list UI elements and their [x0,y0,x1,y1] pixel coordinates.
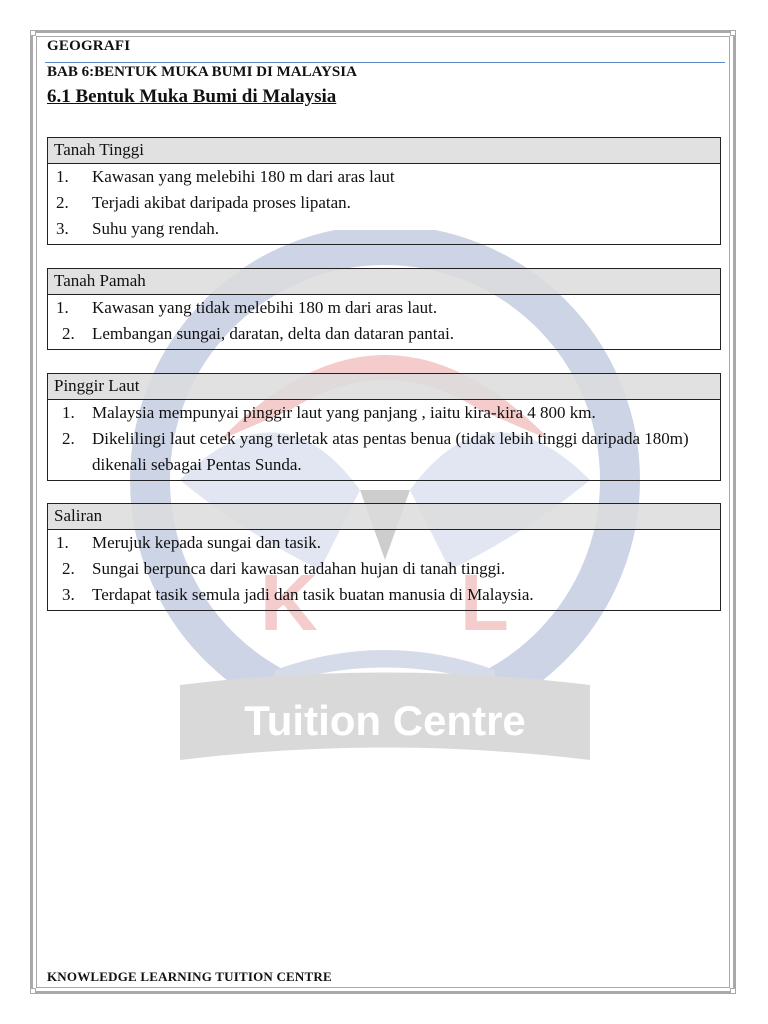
list-item [54,190,714,216]
section-box-tanah-pamah [47,268,721,350]
list-item [54,400,714,426]
section-box-title: Tanah Tinggi [48,138,720,164]
item-text: Kawasan yang tidak melebihi 180 m dari aras laut. [92,298,438,317]
list-item [54,321,714,347]
list-item [54,164,714,190]
border-corner [30,30,36,36]
item-text: Sungai berpunca dari kawasan tadahan hujan di tanah tinggi. [92,559,506,578]
section-box-title: Pinggir Laut [48,374,720,400]
list-item [54,426,714,478]
item-text: Suhu yang rendah. [92,219,220,238]
item-number: 3. [62,585,75,604]
section-box-pinggir-laut [47,373,721,481]
border-corner [730,988,736,994]
watermark-banner-text: Tuition Centre [244,697,526,744]
section-box-body [48,295,720,349]
list-item [54,582,714,608]
item-text: Terdapat tasik semula jadi dan tasik buatan manusia di Malaysia. [92,585,534,604]
watermark-letter-l: L [460,558,509,647]
item-number: 1. [56,167,69,186]
item-number: 1. [56,298,69,317]
item-text: Terjadi akibat daripada proses lipatan. [92,193,351,212]
subject-heading: GEOGRAFI [47,38,131,54]
item-number: 3. [56,219,69,238]
section-box-body [48,400,720,480]
item-number: 2. [56,193,69,212]
border-corner [30,988,36,994]
item-text: Malaysia mempunyai pinggir laut yang panjang , iaitu kira-kira 4 800 km. [92,403,596,422]
list-item [54,216,714,242]
section-box-saliran [47,503,721,611]
item-text: Merujuk kepada sungai dan tasik. [92,533,321,552]
section-title: 6.1 Bentuk Muka Bumi di Malaysia [47,86,337,107]
item-text: Dikelilingi laut cetek yang terletak atas pentas benua (tidak lebih tinggi daripada 180m) dikenali sebagai Pentas Sunda. [92,429,689,474]
list-item [54,295,714,321]
footer-text: KNOWLEDGE LEARNING TUITION CENTRE [47,969,332,984]
list-item [54,530,714,556]
item-number: 1. [62,403,75,422]
item-number: 1. [56,533,69,552]
item-number: 2. [62,429,75,448]
section-box-tanah-tinggi [47,137,721,245]
section-box-title: Saliran [48,504,720,530]
item-number: 2. [62,324,75,343]
section-box-body [48,164,720,244]
section-box-body [48,530,720,610]
watermark-letter-k: K [260,558,318,647]
chapter-heading: BAB 6:BENTUK MUKA BUMI DI MALAYSIA [47,64,357,80]
item-text: Kawasan yang melebihi 180 m dari aras laut [92,167,395,186]
border-corner [730,30,736,36]
item-number: 2. [62,559,75,578]
section-box-title: Tanah Pamah [48,269,720,295]
item-text: Lembangan sungai, daratan, delta dan dataran pantai. [92,324,455,343]
list-item [54,556,714,582]
header-rule [45,62,725,63]
